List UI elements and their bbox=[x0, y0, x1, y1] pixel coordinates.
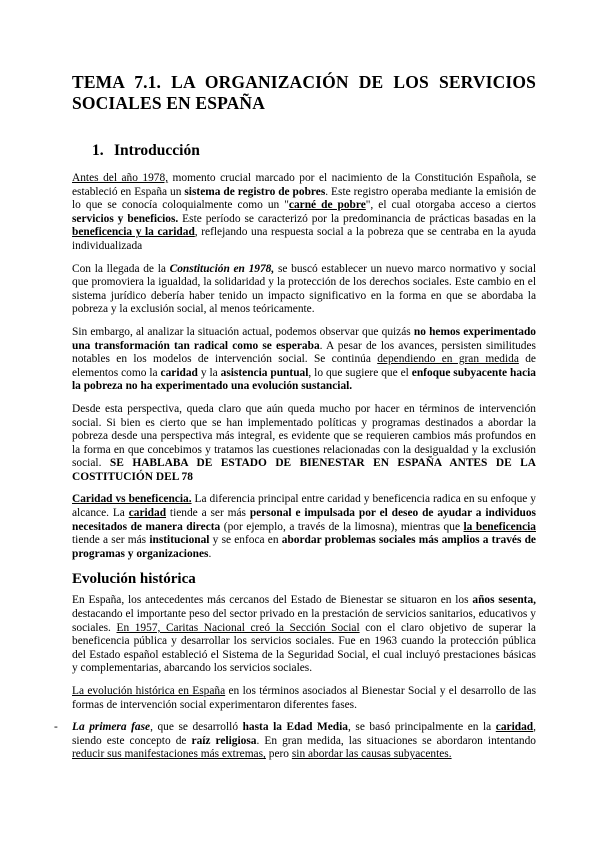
text-run: Este período se caracterizó por la predominancia de prácticas basadas en la bbox=[178, 212, 536, 225]
text-run: abordar problemas sociales más amplios a través de programas y organizaciones bbox=[72, 534, 536, 560]
list-dash: - bbox=[54, 721, 58, 734]
text-run: la beneficencia bbox=[463, 520, 536, 533]
paragraph-7 bbox=[72, 685, 536, 712]
text-run: personal e impulsada por el deseo de ayudar a individuos necesitados de manera directa bbox=[72, 507, 536, 533]
text-run: Antes del año 1978, bbox=[72, 172, 169, 184]
text-run: raíz religiosa bbox=[191, 734, 257, 747]
paragraph-5 bbox=[72, 493, 536, 561]
text-run: servicios y beneficios. bbox=[72, 212, 179, 225]
text-run: . En gran medida, las situaciones se abordaron intentando bbox=[256, 734, 536, 747]
text-run: tiende a ser más bbox=[72, 534, 150, 547]
page-title: TEMA 7.1. LA ORGANIZACIÓN DE LOS SERVICIOS SOCIALES EN ESPAÑA bbox=[72, 72, 536, 113]
text-run: pero bbox=[265, 748, 292, 761]
text-run: , lo que sugiere que el bbox=[308, 366, 412, 379]
text-run: La evolución histórica en España bbox=[72, 685, 226, 697]
text-run: (por ejemplo, a través de la limosna), mientras que bbox=[220, 520, 464, 533]
text-run: . bbox=[208, 547, 212, 560]
text-run: La diferencia principal entre caridad y beneficencia radica en su enfoque y alcance. La bbox=[72, 493, 536, 520]
text-run: SE HABLABA DE ESTADO DE BIENESTAR EN ESPAÑA ANTES DE LA COSTITUCIÓN DEL 78 bbox=[72, 457, 536, 483]
text-run: carné de pobre bbox=[288, 199, 366, 212]
paragraph-2 bbox=[72, 263, 536, 317]
section-title: Introducción bbox=[114, 142, 200, 159]
text-run: reducir sus manifestaciones más extremas, bbox=[72, 748, 266, 761]
text-run: asistencia puntual bbox=[220, 366, 309, 379]
text-run: . Este registro operaba mediante la emisión de lo que se conocía coloquialmente como un " bbox=[72, 185, 536, 212]
text-run: enfoque subyacente hacia la pobreza no ha experimentado una evolución sustancial. bbox=[72, 366, 536, 393]
text-run: se buscó establecer un nuevo marco normativo y social que promoviera la igualdad, la solidaridad y la protección de los derechos sociales. Este cambio en el sistema jurídico debería haber tenido un impacto significativo en la forma en que se abordaba la pobreza y la exclusión social, al menos teóricamente. bbox=[72, 262, 537, 316]
list-item-primera-fase bbox=[54, 721, 536, 762]
text-run: en los términos asociados al Bienestar Social y el desarrollo de las formas de intervención social experimentaron diferentes fases. bbox=[72, 685, 536, 711]
text-run: , que se desarrolló bbox=[150, 721, 243, 734]
paragraph-1 bbox=[72, 172, 536, 254]
text-run: , reflejando una respuesta social a la pobreza que se centraba en la ayuda individualizada bbox=[72, 226, 536, 252]
text-run: En 1957, Caritas Nacional creó la Sección Social bbox=[116, 621, 360, 634]
text-run: . A pesar de los avances, persisten similitudes notables en los modelos de intervención social. Se continúa bbox=[72, 339, 536, 366]
text-run: En España, los antecedentes más cercanos del Estado de Bienestar se situaron en los bbox=[72, 594, 473, 607]
paragraph-4 bbox=[72, 403, 536, 485]
text-run: sin abordar las causas subyacentes. bbox=[291, 748, 452, 761]
text-run: con el claro objetivo de superar la beneficencia pública y desarrollar los servicios sociales. Fue en 1963 cuando la protección pública del Estado español estableció el Sistema de la Seguridad Social, el cual incluyó prestaciones básicas y complementarias, abarcando los servicios sociales. bbox=[72, 621, 536, 675]
section-heading-introduccion bbox=[92, 141, 536, 160]
text-run: , siendo este concepto de bbox=[72, 721, 536, 747]
text-run: y la bbox=[197, 366, 221, 379]
paragraph-6 bbox=[72, 594, 536, 676]
text-run: caridad bbox=[495, 721, 534, 734]
text-run: Con la llegada de la bbox=[72, 262, 170, 275]
text-run: ", el cual otorgaba acceso a ciertos bbox=[365, 199, 536, 212]
text-run: y se enfoca en bbox=[209, 534, 282, 547]
text-run: La primera fase bbox=[72, 721, 151, 734]
text-run: Constitución en 1978, bbox=[169, 262, 275, 275]
paragraph-3 bbox=[72, 326, 536, 394]
text-run: Sin embargo, al analizar la situación actual, podemos observar que quizás bbox=[72, 325, 414, 338]
text-run: caridad bbox=[128, 507, 167, 520]
text-run: dependiendo en gran medida bbox=[377, 353, 519, 366]
text-run: Desde esta perspectiva, queda claro que aún queda mucho por hacer en términos de intervención social. Si bien es cierto que se han implementado políticas y programas destinados a abordar la pobreza desde una perspectiva más integral, es evidente que se requieren cambios más profundos en la forma en que concebimos y tratamos las cuestiones relacionadas con la desigualdad y la exclusión social. bbox=[72, 402, 536, 470]
text-run: destacando el importante peso del sector privado en la prestación de servicios sanitarios, educativos y sociales. bbox=[72, 608, 536, 634]
text-run: de elementos como la bbox=[72, 353, 536, 379]
text-run: Caridad vs beneficencia. bbox=[72, 493, 192, 506]
text-run: caridad bbox=[160, 366, 198, 379]
section-number: 1. bbox=[92, 142, 104, 159]
text-run: tiende a ser más bbox=[166, 507, 250, 520]
text-run: momento crucial marcado por el nacimiento de la Constitución Española, se estableció en España un bbox=[72, 172, 537, 198]
text-run: institucional bbox=[149, 534, 210, 547]
text-run: años sesenta, bbox=[472, 594, 536, 607]
section-heading-evolucion: Evolución histórica bbox=[72, 571, 196, 588]
text-run: beneficencia y la caridad bbox=[72, 226, 195, 239]
text-run: no hemos experimentado una transformación tan radical como se esperaba bbox=[72, 325, 536, 352]
text-run: , se basó principalmente en la bbox=[348, 721, 496, 734]
text-run: sistema de registro de pobres bbox=[184, 185, 326, 198]
text-run: hasta la Edad Media bbox=[242, 721, 348, 734]
